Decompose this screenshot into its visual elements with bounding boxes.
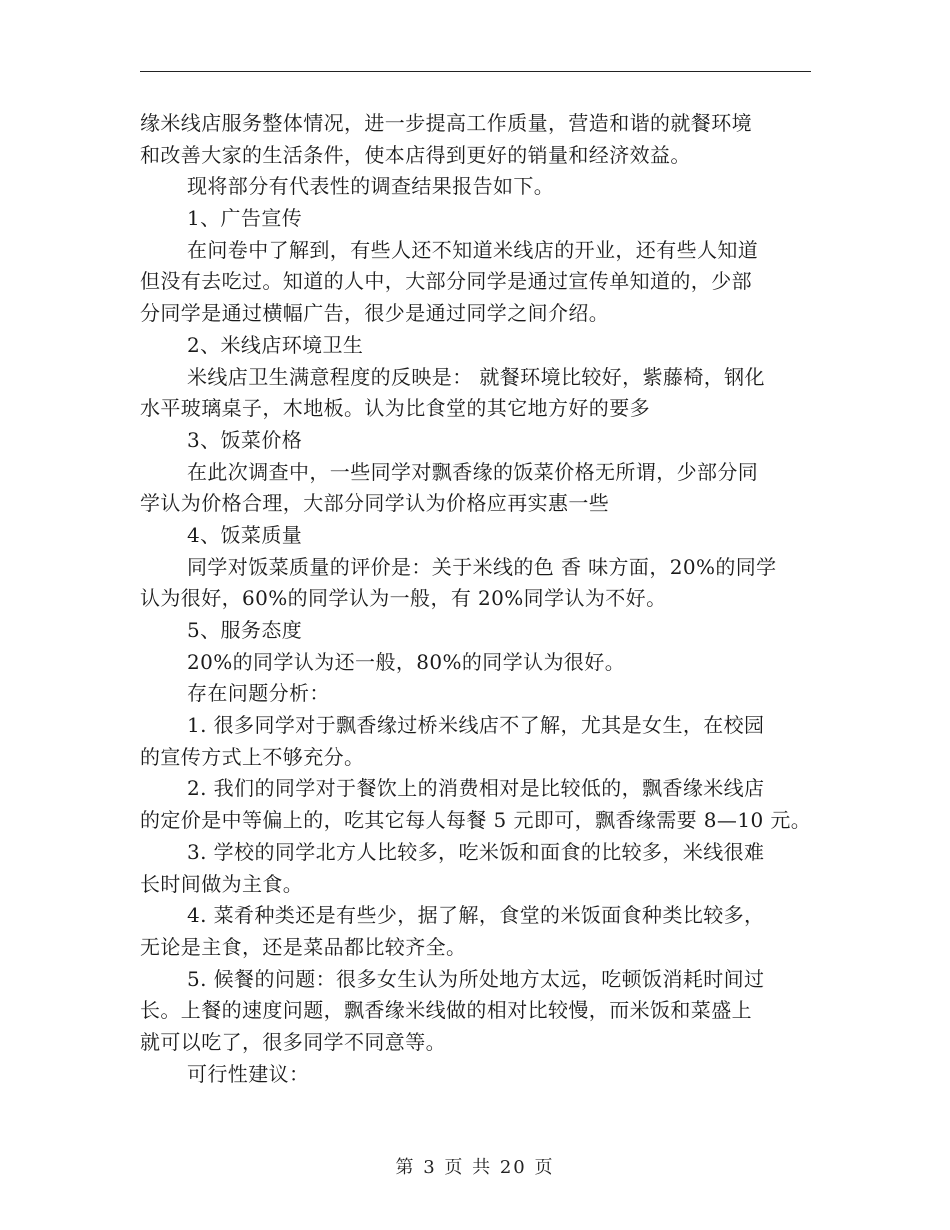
body-line: 长。上餐的速度问题，飘香缘米线做的相对比较慢，而米饭和菜盛上	[140, 998, 752, 1023]
body-line: 和改善大家的生活条件，使本店得到更好的销量和经济效益。	[140, 142, 691, 167]
body-line: 无论是主食，还是菜品都比较齐全。	[140, 934, 467, 959]
body-line: 认为很好，60%的同学认为一般，有 20%同学认为不好。	[140, 586, 667, 611]
section-heading: 2、米线店环境卫生	[187, 332, 364, 357]
body-line: 就可以吃了，很多同学不同意等。	[140, 1029, 446, 1054]
body-line: 学认为价格合理，大部分同学认为价格应再实惠一些	[140, 491, 610, 516]
section-heading: 5、服务态度	[187, 618, 303, 642]
section-heading: 可行性建议：	[187, 1061, 310, 1086]
body-line: 的定价是中等偏上的，吃其它每人每餐 5 元即可，飘香缘需要 8—10 元。	[140, 808, 812, 833]
section-heading: 4、饭菜质量	[187, 522, 303, 547]
page-footer: 第 3 页 共 20 页	[395, 1157, 555, 1178]
body-line: 米线店卫生满意程度的反映是： 就餐环境比较好，紫藤椅，钢化	[187, 364, 765, 389]
document-body	[140, 108, 815, 1090]
body-line: 3. 学校的同学北方人比较多，吃米饭和面食的比较多，米线很难	[187, 839, 765, 864]
body-line: 20%的同学认为还一般，80%的同学认为很好。	[187, 649, 626, 674]
body-line: 同学对饭菜质量的评价是：关于米线的色 香 味方面，20%的同学	[187, 554, 777, 579]
body-line: 5. 候餐的问题：很多女生认为所处地方太远，吃顿饭消耗时间过	[187, 966, 765, 991]
section-heading: 1、广告宣传	[187, 206, 303, 231]
body-line: 现将部分有代表性的调查结果报告如下。	[187, 174, 555, 199]
body-line: 在问卷中了解到，有些人还不知道米线店的开业，还有些人知道	[187, 237, 759, 262]
body-line: 2. 我们的同学对于餐饮上的消费相对是比较低的，飘香缘米线店	[187, 776, 765, 801]
body-line: 4. 菜肴种类还是有些少，据了解，食堂的米饭面食种类比较多，	[187, 903, 765, 928]
body-line: 的宣传方式上不够充分。	[140, 744, 365, 769]
section-heading: 存在问题分析：	[187, 681, 330, 706]
body-line: 缘米线店服务整体情况，进一步提高工作质量，营造和谐的就餐环境	[140, 111, 752, 135]
body-line: 在此次调查中，一些同学对飘香缘的饭菜价格无所谓，少部分同	[187, 459, 759, 484]
body-line: 水平玻璃桌子，木地板。认为比食堂的其它地方好的要多	[140, 396, 650, 421]
section-heading: 3、饭菜价格	[187, 427, 303, 452]
header-rule	[140, 71, 811, 72]
body-line: 长时间做为主食。	[140, 871, 304, 896]
body-line: 分同学是通过横幅广告，很少是通过同学之间介绍。	[140, 301, 610, 326]
body-line: 但没有去吃过。知道的人中，大部分同学是通过宣传单知道的，少部	[140, 269, 752, 294]
body-line: 1. 很多同学对于飘香缘过桥米线店不了解，尤其是女生，在校园	[187, 713, 765, 738]
